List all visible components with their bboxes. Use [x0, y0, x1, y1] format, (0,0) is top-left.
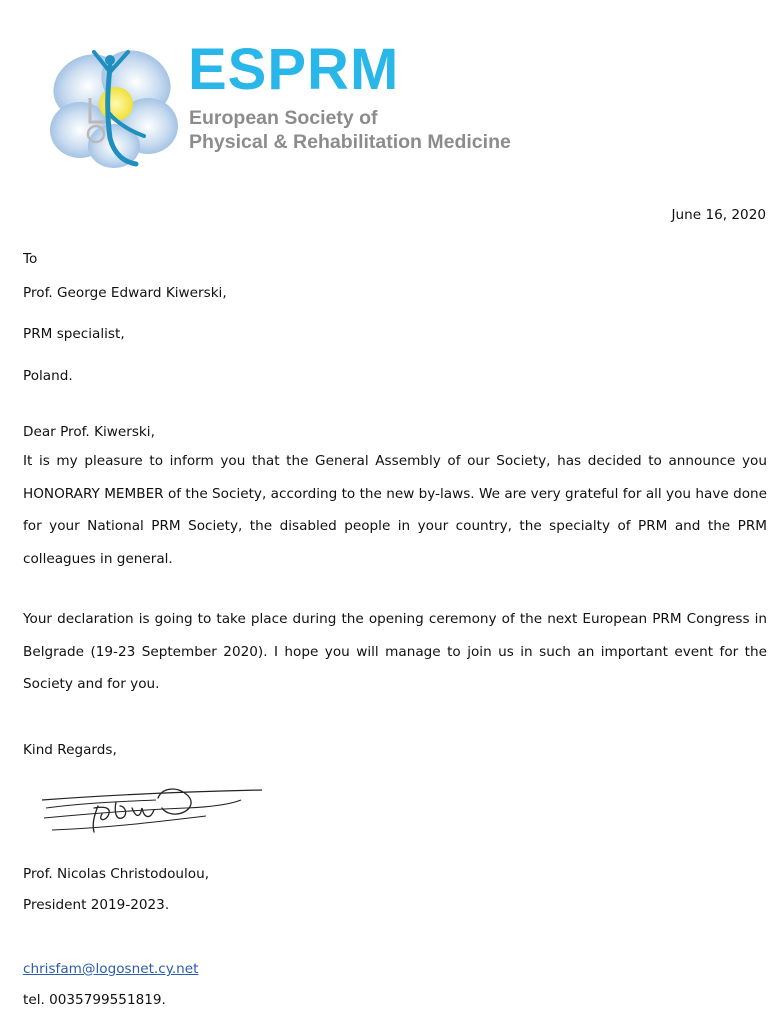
recipient-name: Prof. George Edward Kiwerski, — [23, 285, 227, 301]
signer-name: Prof. Nicolas Christodoulou, — [23, 866, 210, 882]
signature-icon — [36, 778, 268, 842]
contact-email-row — [23, 960, 198, 978]
org-name-line-2: Physical & Rehabilitation Medicine — [189, 131, 511, 153]
recipient-title: PRM specialist, — [23, 326, 125, 342]
contact-phone: tel. 0035799551819. — [23, 992, 166, 1008]
closing: Kind Regards, — [23, 742, 117, 758]
letter-date: June 16, 2020 — [671, 207, 766, 223]
recipient-to: To — [23, 251, 38, 267]
recipient-country: Poland. — [23, 368, 73, 384]
salutation: Dear Prof. Kiwerski, — [23, 424, 155, 440]
contact-email-link[interactable]: chrisfam@logosnet.cy.net — [23, 961, 199, 977]
org-name-line-1: European Society of — [189, 107, 378, 129]
esprm-logo-icon — [44, 38, 180, 170]
org-acronym: ESPRM — [188, 37, 400, 102]
body-paragraph-2: Your declaration is going to take place during the opening ceremony of the next European PRM Congress in Belgrade (19-23 September 2020). I hope you will manage to join us in such an important event for the Society and for you. — [23, 611, 767, 692]
body-paragraph-1: It is my pleasure to inform you that the General Assembly of our Society, has decided to announce you HONORARY MEMBER of the Society, according to the new by-laws. We are very grateful for all you have done for your National PRM Society, the disabled people in your country, the specialty of PRM and the PRM colleagues in general. — [23, 453, 767, 567]
signer-role: President 2019-2023. — [23, 897, 170, 913]
